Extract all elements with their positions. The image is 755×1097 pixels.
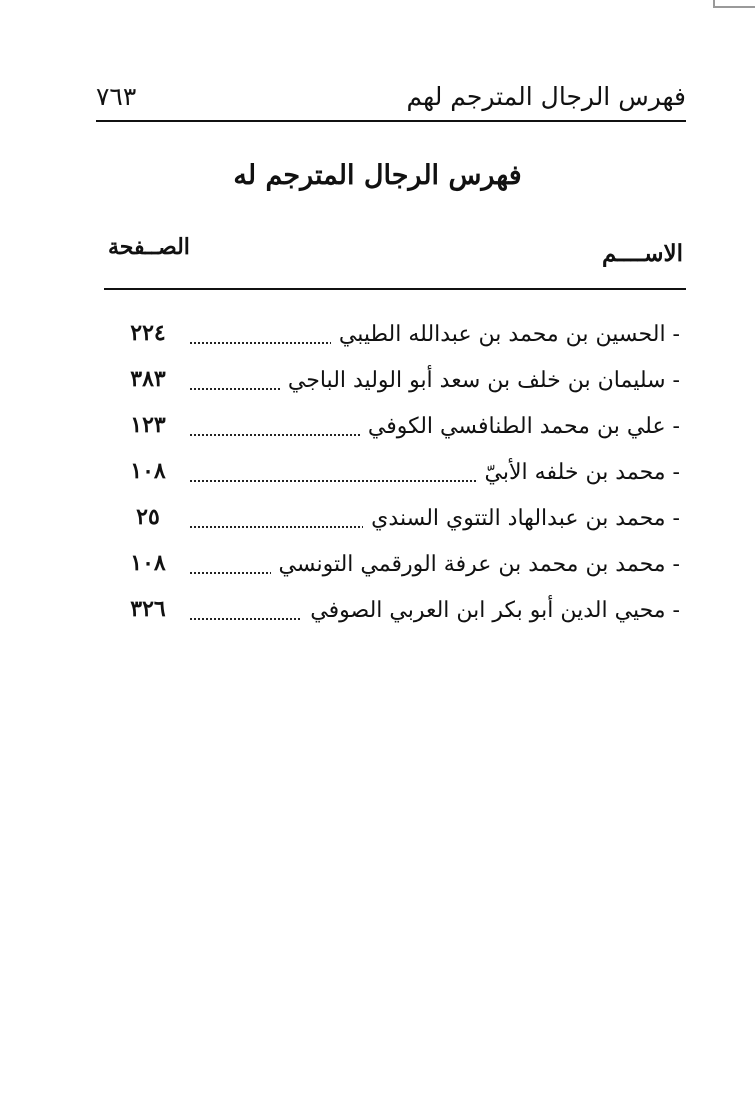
entry-name: - محيي الدين أبو بكر ابن العربي الصوفي xyxy=(302,598,680,623)
column-header-page: الصــفحة xyxy=(108,234,190,260)
entry-page-number: ٢٥ xyxy=(136,504,160,530)
entry-name: - الحسين بن محمد بن عبدالله الطيبي xyxy=(331,322,680,347)
page-number: ٧٦٣ xyxy=(96,82,137,111)
entry-page-number: ٣٢٦ xyxy=(130,596,166,622)
index-entry xyxy=(118,410,680,456)
page-corner-mark xyxy=(713,0,755,8)
index-entry xyxy=(118,548,680,594)
entry-name: - محمد بن خلفه الأبيّ xyxy=(477,460,680,485)
entry-page-number: ١٢٣ xyxy=(130,412,166,438)
entry-page-number: ٢٢٤ xyxy=(130,320,166,346)
entry-page-number: ٣٨٣ xyxy=(130,366,166,392)
entry-name: - سليمان بن خلف بن سعد أبو الوليد الباجي xyxy=(280,368,680,393)
entry-name: - محمد بن عبدالهاد التتوي السندي xyxy=(363,506,680,531)
index-entry xyxy=(118,594,680,640)
entry-page-number: ١٠٨ xyxy=(130,458,166,484)
index-entry xyxy=(118,502,680,548)
entry-page-number: ١٠٨ xyxy=(130,550,166,576)
index-entry xyxy=(118,318,680,364)
entry-name: - علي بن محمد الطنافسي الكوفي xyxy=(360,414,680,439)
running-title: فهرس الرجال المترجم لهم xyxy=(406,82,686,111)
header-divider xyxy=(104,288,686,290)
index-list xyxy=(118,318,680,640)
section-title: فهرس الرجال المترجم له xyxy=(233,160,522,191)
index-entry xyxy=(118,456,680,502)
column-header-name: الاســــم xyxy=(601,240,683,267)
index-entry xyxy=(118,364,680,410)
entry-name: - محمد بن محمد بن عرفة الورقمي التونسي xyxy=(271,552,681,577)
running-header xyxy=(96,78,686,122)
